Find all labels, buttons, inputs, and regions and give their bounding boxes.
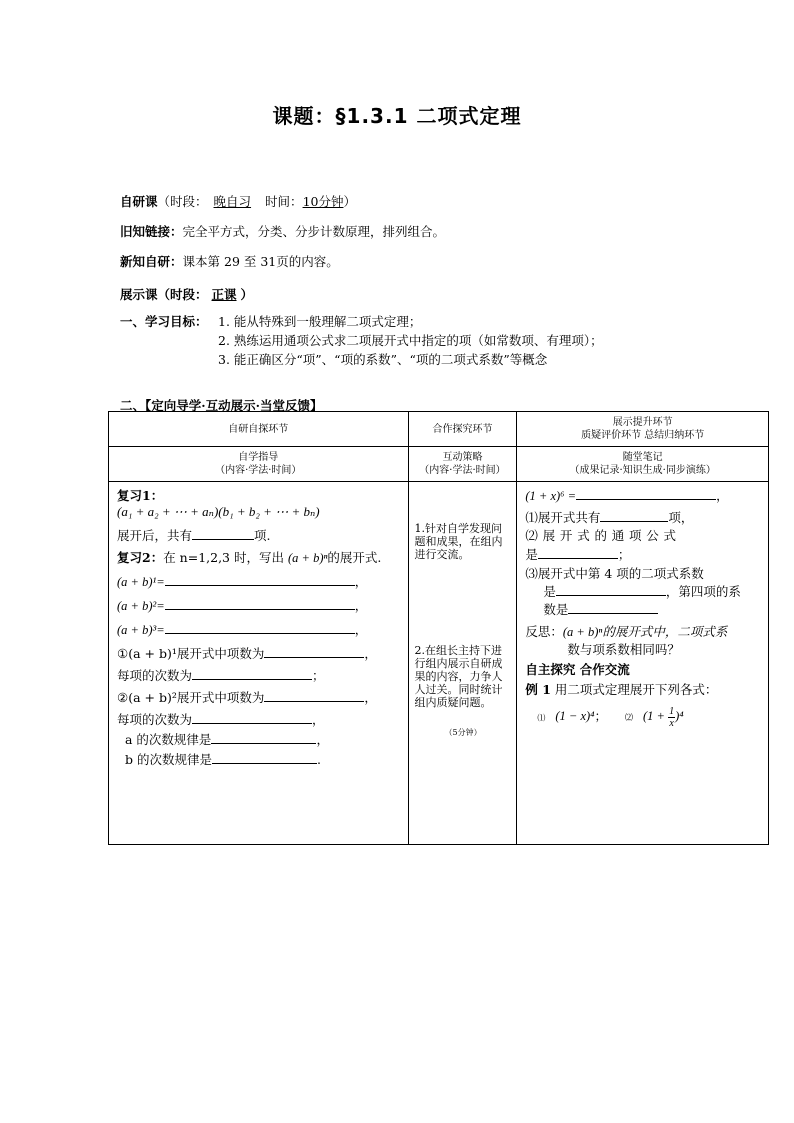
reflect-line-2: 数与项系数相同吗？ bbox=[567, 642, 680, 657]
show-class-close: ） bbox=[240, 287, 254, 302]
item2-expression: (1 + $\frac{1}{x}$ )⁴ bbox=[643, 706, 684, 729]
question1-degree-line: 每项的次数为 ； bbox=[117, 668, 325, 683]
blank-point3-coef[interactable] bbox=[568, 602, 658, 614]
blank-b-rule[interactable] bbox=[212, 752, 317, 764]
b-rule-line: b 的次数规律是 . bbox=[125, 752, 321, 767]
expr-line: (1 + x)⁶ = ， bbox=[525, 488, 729, 503]
point3d-line: 数是 bbox=[543, 600, 658, 618]
review1-expression: (a₁ + a₂ + ⋯ + aₙ)(b₁ + b₂ + ⋯ + bₙ) bbox=[117, 504, 320, 519]
goal-item-3: 3. 能正确区分“项”、“项的系数”、“项的二项式系数”等概念 bbox=[218, 352, 548, 367]
self-study-line bbox=[120, 192, 356, 210]
blank-power2[interactable] bbox=[165, 598, 355, 610]
cooperate-time-note: （5分钟） bbox=[444, 728, 482, 737]
fraction-denominator: x bbox=[669, 718, 674, 729]
study-table bbox=[108, 411, 769, 845]
blank-expr[interactable] bbox=[576, 488, 716, 500]
cooperate-item-1: 1.针对自学发现问题和成果，在组内进行交流。 bbox=[414, 522, 503, 561]
header-self-explore: 自研自探环节 bbox=[109, 412, 409, 447]
blank-point2[interactable] bbox=[538, 547, 618, 559]
question2-line: ②(a + b)²展开式中项数为 ， bbox=[117, 690, 377, 705]
period-value: 晚自习 bbox=[213, 194, 252, 209]
blank-q1-degree[interactable] bbox=[192, 668, 312, 680]
review1-label: 复习1： bbox=[117, 488, 164, 503]
period-prefix: （时段： bbox=[157, 194, 208, 209]
new-knowledge-line bbox=[120, 252, 339, 270]
example1-items: ⑴ (1 − x)⁴； ⑵ (1 + $\frac{1}{x}$ )⁴ bbox=[537, 706, 684, 729]
show-class-label: 展示课（时段： bbox=[120, 287, 208, 302]
cooperate-item-2: 2.在组长主持下进行组内展示自研成果的内容，力争人人过关。同时统计组内质疑问题。 bbox=[414, 644, 503, 709]
expand-line: 展开后，共有 项. bbox=[117, 528, 271, 543]
point2b-line: 是 ； bbox=[525, 547, 631, 562]
blank-a-rule[interactable] bbox=[211, 732, 316, 744]
header-cooperate: 合作探究环节 bbox=[408, 412, 517, 447]
question1-line: ①(a + b)¹展开式中项数为 ， bbox=[117, 646, 377, 661]
a-rule-line: a 的次数规律是 ， bbox=[125, 732, 329, 747]
old-knowledge-label: 旧知链接： bbox=[120, 224, 183, 239]
fraction-numerator: 1 bbox=[669, 706, 675, 717]
show-class-line bbox=[120, 285, 253, 303]
example1-line: 例 1 用二项式定理展开下列各式： bbox=[525, 682, 718, 697]
blank-term-count[interactable] bbox=[192, 528, 254, 540]
question2-degree-line: 每项的次数为 ， bbox=[117, 712, 325, 727]
self-explore-heading: 自主探究 合作交流 bbox=[525, 662, 630, 677]
blank-q2-degree[interactable] bbox=[192, 712, 312, 724]
power2-line: (a + b)²= ， bbox=[117, 598, 368, 613]
blank-q2-count[interactable] bbox=[264, 690, 364, 702]
subheader-interaction: 互动策略 （内容·学法·时间） bbox=[408, 447, 517, 482]
cooperate-cell bbox=[408, 482, 517, 845]
review2-line: 复习2：在 n=1,2,3 时，写出 (a + b)ⁿ的展开式. bbox=[117, 550, 382, 565]
subheader-notes: 随堂笔记 （成果记录·知识生成·同步演练） bbox=[517, 447, 769, 482]
new-knowledge-text: 课本第 29 至 31页的内容。 bbox=[182, 254, 339, 269]
old-knowledge-text: 完全平方式，分类、分步计数原理，排列组合。 bbox=[182, 224, 446, 239]
self-study-cell bbox=[109, 482, 409, 845]
header-show: 展示提升环节 质疑评价环节 总结归纳环节 bbox=[517, 412, 769, 447]
reflect-line: 反思：(a + b)ⁿ的展开式中，二项式系 bbox=[525, 624, 728, 639]
time-label: 时间： bbox=[265, 194, 303, 209]
new-knowledge-label: 新知自研： bbox=[120, 254, 183, 269]
goals-heading: 一、学习目标： bbox=[120, 314, 208, 329]
old-knowledge-line bbox=[120, 222, 445, 240]
page-title: 课题：§1.3.1 二项式定理 bbox=[272, 104, 522, 128]
blank-point1[interactable] bbox=[600, 510, 668, 522]
blank-power3[interactable] bbox=[165, 622, 355, 634]
section-two-heading: 二、【定向导学·互动展示·当堂反馈】 bbox=[120, 398, 323, 413]
power1-line: (a + b)¹= ， bbox=[117, 574, 368, 589]
power3-line: (a + b)³= ， bbox=[117, 622, 368, 637]
blank-power1[interactable] bbox=[165, 574, 355, 586]
item1-expression: (1 − x)⁴ bbox=[555, 709, 595, 724]
show-class-value: 正课 bbox=[211, 287, 237, 302]
item2-marker: ⑵ bbox=[625, 713, 634, 723]
point2-line: ⑵ 展 开 式 的 通 项 公 式 bbox=[525, 528, 677, 543]
period-close: ） bbox=[343, 194, 356, 209]
self-study-label: 自研课 bbox=[120, 194, 158, 209]
point1-line: ⑴展开式共有 项， bbox=[525, 510, 694, 525]
item1-marker: ⑴ bbox=[537, 713, 546, 723]
point3-line: ⑶展开式中第 4 项的二项式系数 bbox=[525, 566, 704, 581]
notes-cell bbox=[517, 482, 769, 845]
blank-point3-binom[interactable] bbox=[556, 584, 666, 596]
point3b-line: 是 ，第四项的系 bbox=[543, 584, 741, 599]
subheader-self-study-guide: 自学指导 （内容·学法·时间） bbox=[109, 447, 409, 482]
goal-item-2: 2. 熟练运用通项公式求二项展开式中指定的项（如常数项、有理项）； bbox=[218, 333, 603, 348]
blank-q1-count[interactable] bbox=[264, 646, 364, 658]
goal-item-1: 1. 能从特殊到一般理解二项式定理； bbox=[218, 314, 422, 329]
time-value: 10分钟 bbox=[302, 194, 344, 209]
